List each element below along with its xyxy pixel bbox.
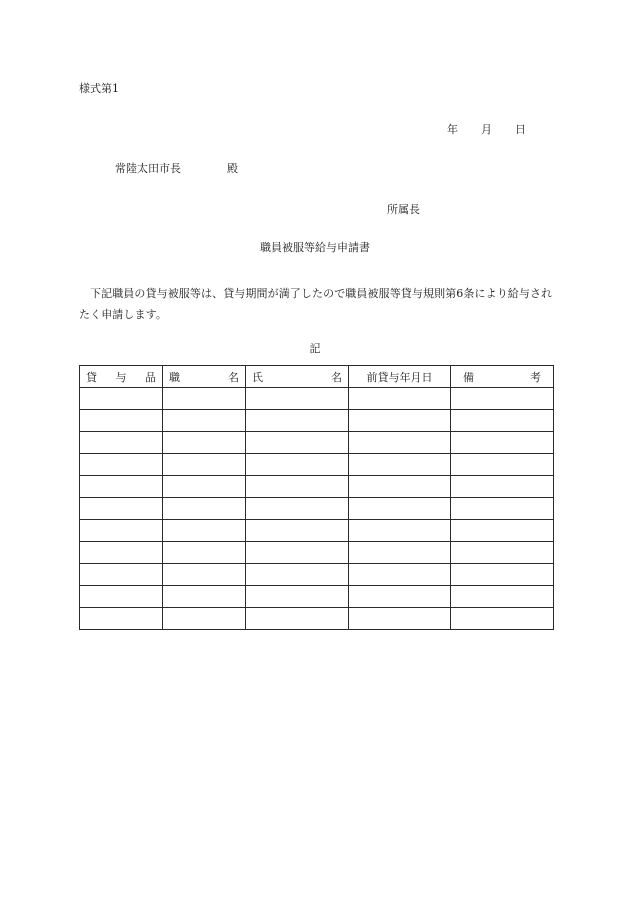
header-loan-item: 貸 与 品: [80, 366, 163, 388]
table-row: [80, 608, 554, 630]
table-header-row: [80, 366, 554, 388]
table-row: [80, 520, 554, 542]
table-cell[interactable]: [349, 498, 451, 520]
table-cell[interactable]: [451, 410, 554, 432]
request-body-text: 下記職員の貸与被服等は、貸与期間が満了したので職員被服等貸与規則第6条により給与されたく申請します。: [79, 287, 553, 321]
table-cell[interactable]: [349, 608, 451, 630]
addressee: [115, 163, 238, 174]
table-cell[interactable]: [246, 586, 349, 608]
table-cell[interactable]: [349, 432, 451, 454]
header-full-name: 氏 名: [246, 366, 349, 388]
table-row: [80, 388, 554, 410]
table-cell[interactable]: [80, 476, 163, 498]
table-row: [80, 542, 554, 564]
table-row: [80, 564, 554, 586]
header-previous-loan-date: 前貸与年月日: [349, 366, 451, 388]
table-cell[interactable]: [80, 608, 163, 630]
table-cell[interactable]: [163, 476, 246, 498]
table-cell[interactable]: [80, 586, 163, 608]
table-row: [80, 586, 554, 608]
table-cell[interactable]: [349, 586, 451, 608]
addressee-name: 常陸太田市長: [115, 162, 181, 175]
document-title: 職員被服等給与申請書: [260, 241, 370, 254]
table-cell[interactable]: [80, 520, 163, 542]
table-cell[interactable]: [246, 432, 349, 454]
table-cell[interactable]: [451, 542, 554, 564]
table-cell[interactable]: [163, 498, 246, 520]
table-cell[interactable]: [451, 388, 554, 410]
table-cell[interactable]: [246, 388, 349, 410]
table-row: [80, 454, 554, 476]
table-cell[interactable]: [246, 476, 349, 498]
table-cell[interactable]: [349, 388, 451, 410]
table-cell[interactable]: [349, 564, 451, 586]
table-cell[interactable]: [163, 454, 246, 476]
ki-heading: 記: [309, 342, 321, 355]
table-cell[interactable]: [80, 410, 163, 432]
table-cell[interactable]: [451, 432, 554, 454]
date-month-label: 月: [481, 123, 492, 136]
table-cell[interactable]: [451, 520, 554, 542]
table-cell[interactable]: [163, 608, 246, 630]
date-day-label: 日: [515, 123, 526, 136]
table-cell[interactable]: [246, 520, 349, 542]
addressee-honorific: 殿: [227, 162, 238, 175]
table-body: [80, 388, 554, 630]
table-row: [80, 432, 554, 454]
table-row: [80, 410, 554, 432]
table-cell[interactable]: [80, 454, 163, 476]
table-cell[interactable]: [451, 608, 554, 630]
table-cell[interactable]: [349, 476, 451, 498]
table-cell[interactable]: [163, 432, 246, 454]
table-cell[interactable]: [246, 498, 349, 520]
table-row: [80, 498, 554, 520]
table-cell[interactable]: [451, 454, 554, 476]
table-cell[interactable]: [246, 542, 349, 564]
table-cell[interactable]: [163, 388, 246, 410]
date-year-label: 年: [447, 123, 458, 136]
form-number: 様式第1: [79, 82, 119, 95]
header-remarks: 備 考: [451, 366, 554, 388]
table-cell[interactable]: [80, 432, 163, 454]
table-cell[interactable]: [349, 410, 451, 432]
table-cell[interactable]: [163, 586, 246, 608]
table-cell[interactable]: [163, 520, 246, 542]
loan-items-table: [79, 365, 554, 630]
table-cell[interactable]: [451, 564, 554, 586]
table-row: [80, 476, 554, 498]
table-cell[interactable]: [246, 564, 349, 586]
table-cell[interactable]: [451, 498, 554, 520]
table-cell[interactable]: [246, 454, 349, 476]
sender-department-head: 所属長: [387, 203, 420, 216]
table-cell[interactable]: [349, 520, 451, 542]
table-cell[interactable]: [80, 542, 163, 564]
table-cell[interactable]: [451, 586, 554, 608]
table-cell[interactable]: [246, 410, 349, 432]
table-cell[interactable]: [80, 564, 163, 586]
header-job-title: 職 名: [163, 366, 246, 388]
table-cell[interactable]: [163, 410, 246, 432]
table-cell[interactable]: [80, 388, 163, 410]
table-cell[interactable]: [246, 608, 349, 630]
table-cell[interactable]: [80, 498, 163, 520]
table-cell[interactable]: [349, 542, 451, 564]
date-line: [447, 124, 526, 135]
table-cell[interactable]: [451, 476, 554, 498]
table-cell[interactable]: [163, 564, 246, 586]
table-cell[interactable]: [163, 542, 246, 564]
table-cell[interactable]: [349, 454, 451, 476]
